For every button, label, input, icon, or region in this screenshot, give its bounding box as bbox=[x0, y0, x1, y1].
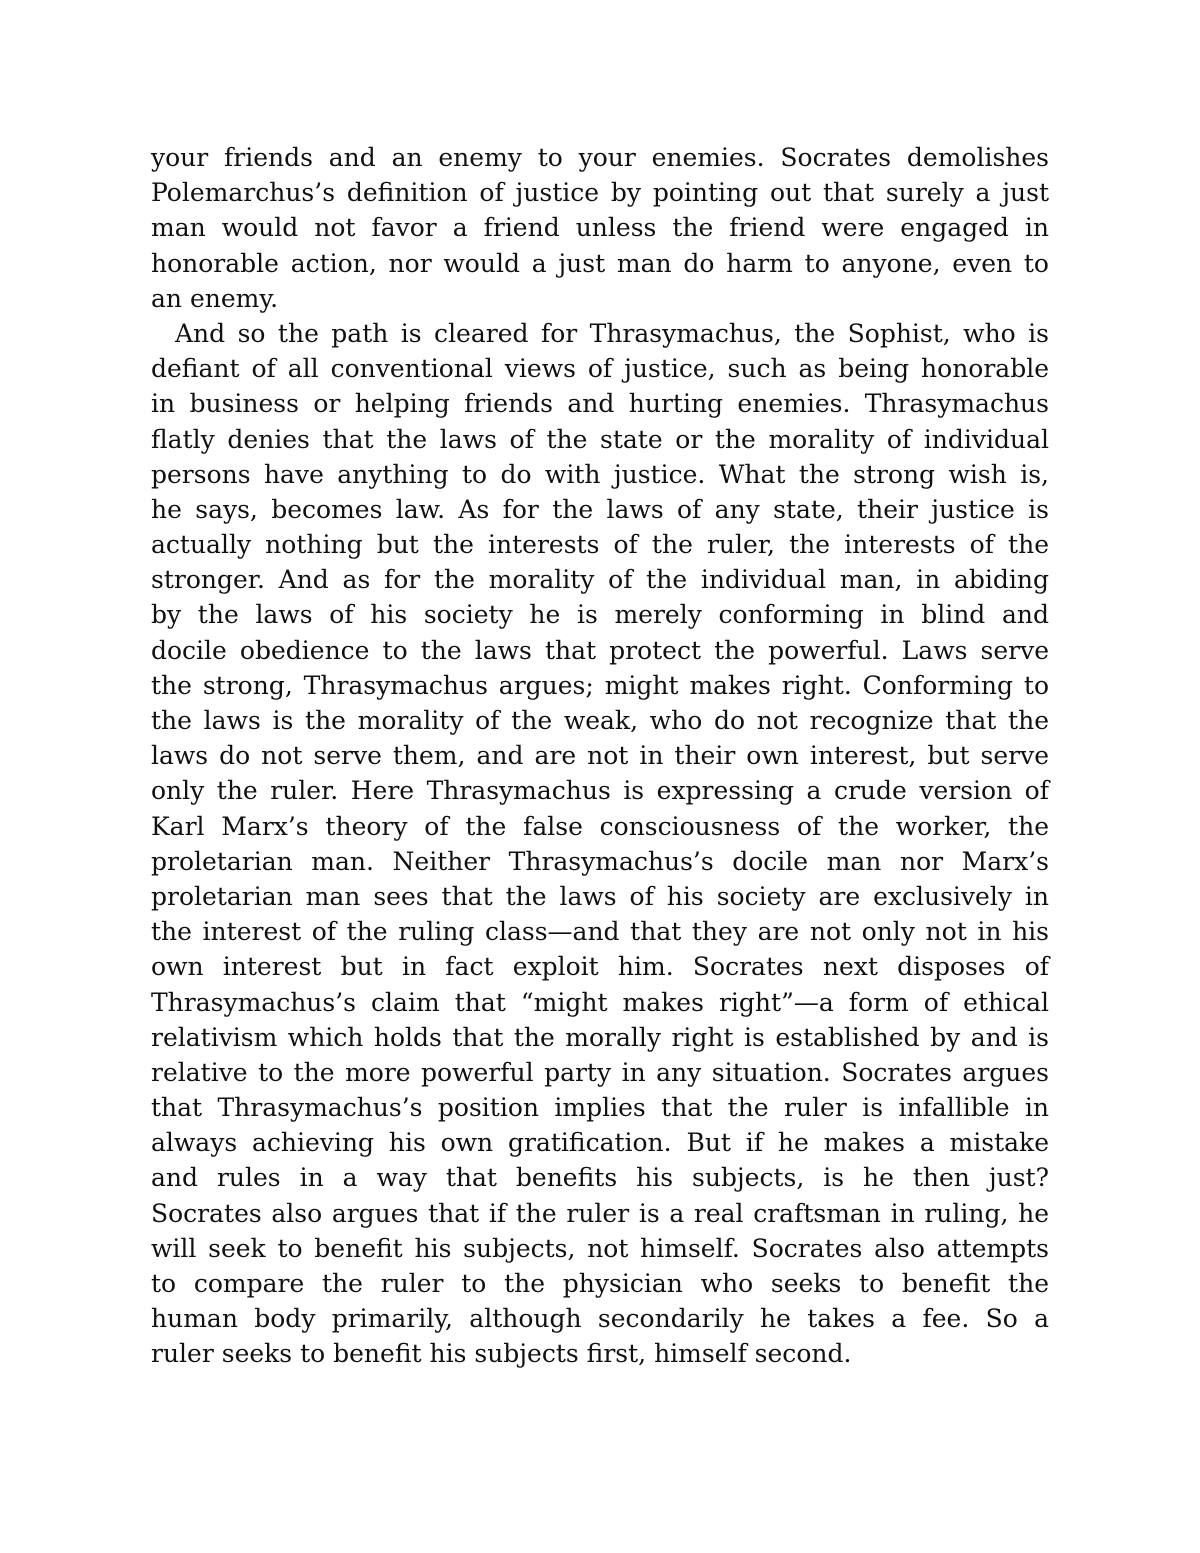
text-line: laws do not serve them, and are not in their own interest, but serve bbox=[151, 741, 1049, 771]
text-line: And so the path is cleared for Thrasymachus, the Sophist, who is bbox=[175, 318, 1049, 348]
text-line: persons have anything to do with justice. What the strong wish is, bbox=[151, 459, 1049, 489]
text-line: to compare the ruler to the physician who seeks to benefit the bbox=[151, 1269, 1049, 1298]
text-line: Polemarchus’s definition of justice by pointing out that surely a just bbox=[151, 178, 1049, 208]
text-line: always achieving his own gratification. But if he makes a mistake bbox=[151, 1128, 1049, 1158]
text-line: and rules in a way that benefits his subjects, is he then just? bbox=[151, 1163, 1049, 1193]
text-line: relativism which holds that the morally right is established by and is bbox=[151, 1022, 1049, 1052]
text-line: actually nothing but the interests of the ruler, the interests of the bbox=[151, 530, 1049, 560]
text-line: he says, becomes law. As for the laws of any state, their justice is bbox=[151, 494, 1049, 524]
text-line: will seek to benefit his subjects, not himself. Socrates also attempts bbox=[151, 1233, 1049, 1263]
text-line: docile obedience to the laws that protect the powerful. Laws serve bbox=[151, 635, 1049, 665]
text-line: Karl Marx’s theory of the false consciousness of the worker, the bbox=[151, 811, 1049, 841]
text-line: man would not favor a friend unless the friend were engaged in bbox=[151, 213, 1049, 243]
text-line: your friends and an enemy to your enemies. Socrates demolishes bbox=[151, 143, 1049, 172]
text-line: human body primarily, although secondarily he takes a fee. So a bbox=[151, 1304, 1049, 1334]
text-line: the interest of the ruling class—and that they are not only not in his bbox=[151, 917, 1049, 947]
text-line: the strong, Thrasymachus argues; might makes right. Conforming to bbox=[151, 670, 1049, 700]
text-line: by the laws of his society he is merely conforming in blind and bbox=[151, 600, 1049, 630]
text-line: honorable action, nor would a just man do harm to anyone, even to bbox=[151, 248, 1049, 278]
text-line: proletarian man. Neither Thrasymachus’s docile man nor Marx’s bbox=[151, 846, 1049, 876]
text-line: own interest but in fact exploit him. Socrates next disposes of bbox=[151, 952, 1049, 982]
text-line: relative to the more powerful party in any situation. Socrates argues bbox=[151, 1057, 1049, 1087]
text-line: proletarian man sees that the laws of his society are exclusively in bbox=[151, 881, 1049, 911]
text-line: flatly denies that the laws of the state or the morality of individual bbox=[151, 424, 1049, 454]
text-line: in business or helping friends and hurting enemies. Thrasymachus bbox=[151, 389, 1049, 419]
text-line: Thrasymachus’s claim that “might makes right”—a form of ethical bbox=[151, 987, 1049, 1017]
text-line: defiant of all conventional views of justice, such as being honorable bbox=[151, 354, 1049, 384]
text-line: only the ruler. Here Thrasymachus is expressing a crude version of bbox=[151, 776, 1049, 806]
text-line: Socrates also argues that if the ruler is a real craftsman in ruling, he bbox=[151, 1198, 1049, 1228]
text-line: stronger. And as for the morality of the individual man, in abiding bbox=[151, 565, 1049, 595]
text-line: an enemy. bbox=[151, 283, 279, 313]
text-line: ruler seeks to benefit his subjects first, himself second. bbox=[151, 1339, 852, 1369]
text-line: the laws is the morality of the weak, who do not recognize that the bbox=[151, 706, 1049, 735]
text-line: that Thrasymachus’s position implies that the ruler is infallible in bbox=[151, 1093, 1049, 1123]
body-text bbox=[151, 140, 1049, 1372]
